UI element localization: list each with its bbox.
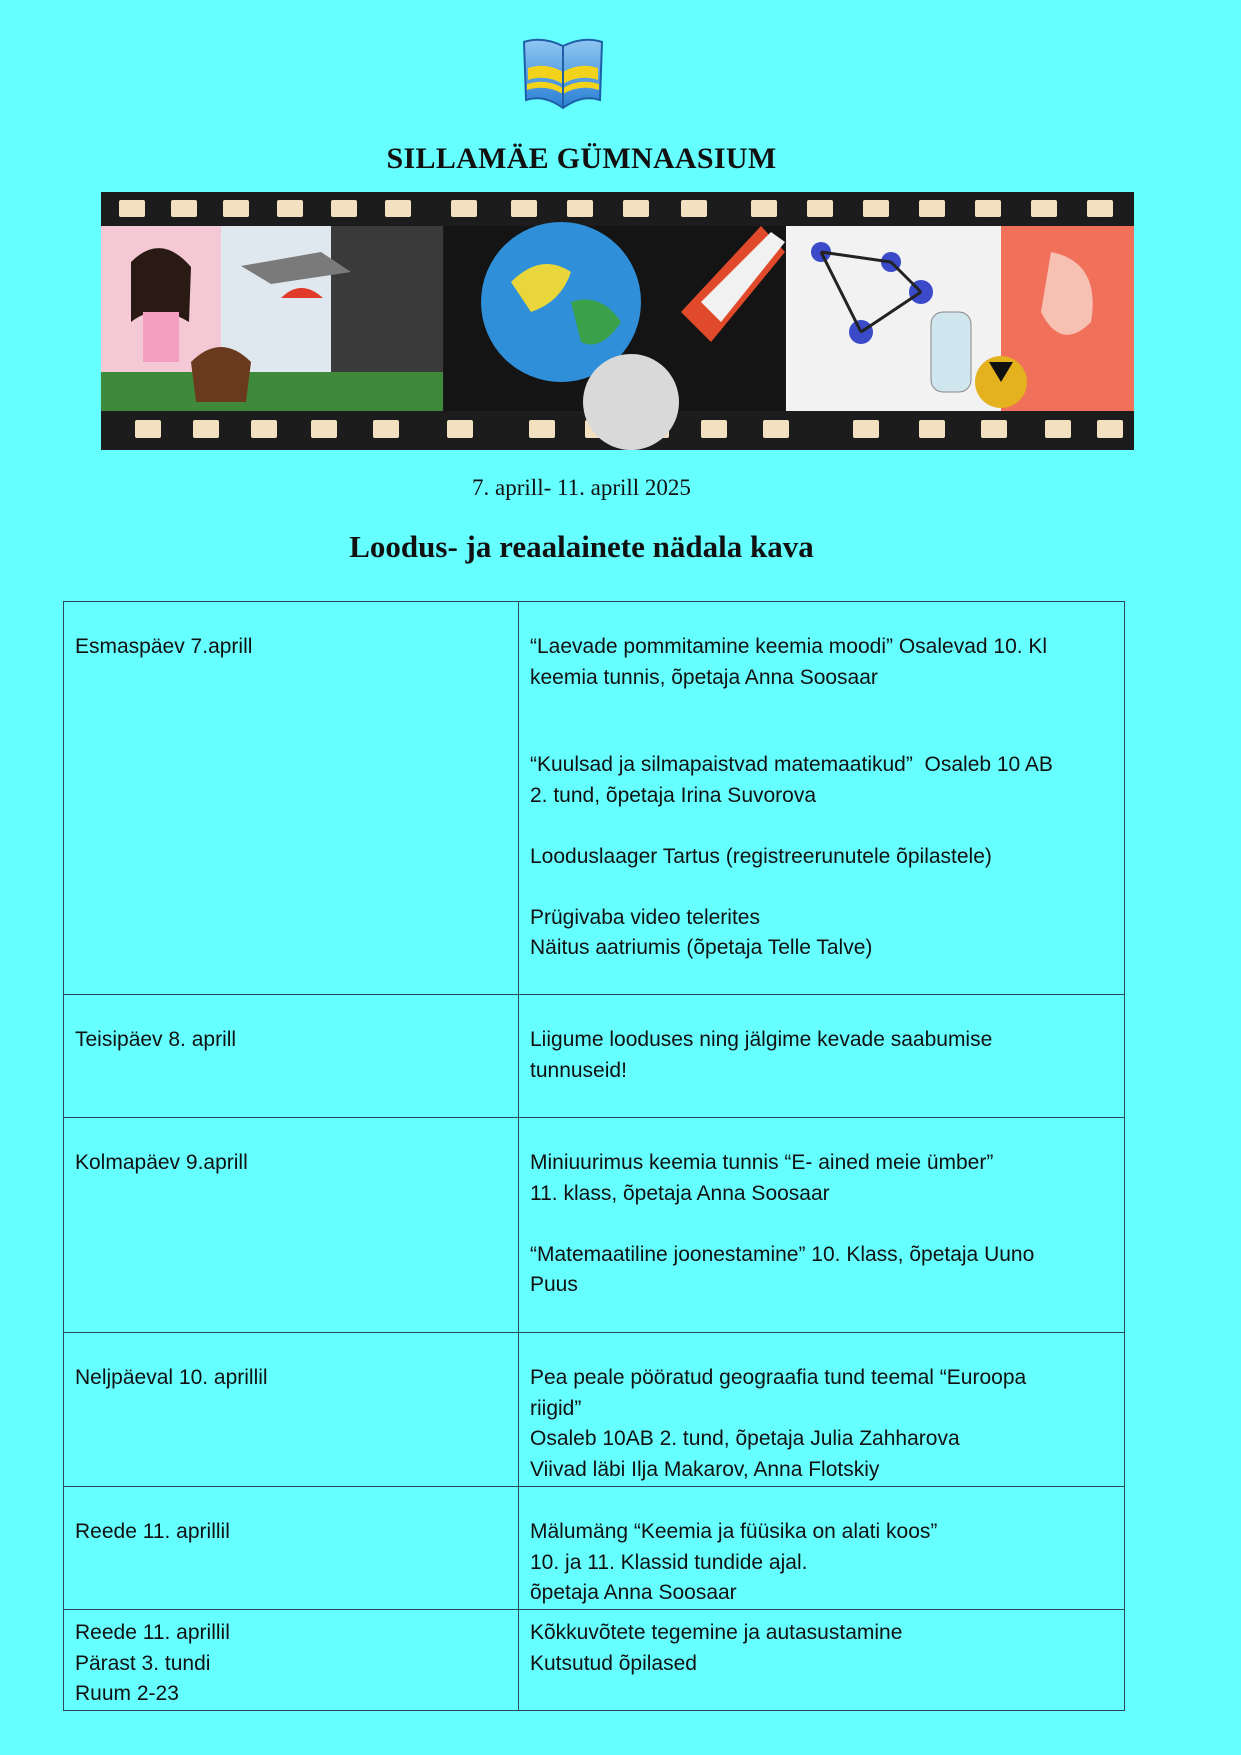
events-cell [519,602,1125,995]
event-line: “Laevade pommitamine keemia moodi” Osalevad 10. Kl [530,635,1048,658]
film-strip-illustration [101,192,1134,450]
day-label: Esmaspäev 7.aprill [75,635,253,658]
event-line: Osaleb 10AB 2. tund, õpetaja Julia Zahharova [530,1427,960,1450]
events-cell [519,995,1125,1118]
event-line: Pea peale pööratud geograafia tund teemal “Euroopa [530,1366,1027,1389]
date-range: 7. aprill- 11. aprill 2025 [472,475,691,500]
table-row [64,1487,1125,1610]
day-label: Teisipäev 8. aprill [75,1028,237,1051]
table-row [64,1118,1125,1333]
event-line: Viivad läbi Ilja Makarov, Anna Flotskiy [530,1457,880,1481]
event-line: “Matemaatiline joonestamine” 10. Klass, õpetaja Uuno [530,1242,1035,1266]
event-line: Puus [530,1273,578,1296]
event-line: keemia tunnis, õpetaja Anna Soosaar [530,665,878,689]
event-line: Miniuurimus keemia tunnis “E- ained meie ümber” [530,1151,994,1174]
day-cell [64,1610,519,1711]
event-line: Liigume looduses ning jälgime kevade saabumise [530,1028,993,1051]
event-line: õpetaja Anna Soosaar [530,1581,737,1604]
day-label: Ruum 2-23 [75,1682,179,1705]
table-row [64,1610,1125,1711]
event-line: riigid” [530,1396,582,1420]
page-title: Loodus- ja reaalainete nädala kava [349,529,814,564]
school-name: SILLAMÄE GÜMNAASIUM [386,142,777,175]
event-line: Mälumäng “Keemia ja füüsika on alati koos” [530,1520,938,1543]
event-line: Kutsutud õpilased [530,1651,697,1675]
events-cell [519,1333,1125,1487]
day-label: Reede 11. aprillil [75,1621,230,1644]
day-label: Pärast 3. tundi [75,1651,211,1675]
open-book-crest-icon [520,34,606,114]
event-line: 11. klass, õpetaja Anna Soosaar [530,1181,830,1205]
day-cell [64,995,519,1118]
event-line: Näitus aatriumis (õpetaja Telle Talve) [530,936,873,959]
day-cell [64,1118,519,1333]
event-line: tunnuseid! [530,1058,627,1082]
event-line: Kõkkuvõtete tegemine ja autasustamine [530,1621,903,1644]
events-cell [519,1118,1125,1333]
day-cell [64,1487,519,1610]
event-line: 2. tund, õpetaja Irina Suvorova [530,783,817,807]
day-cell [64,602,519,995]
day-label: Reede 11. aprillil [75,1520,230,1543]
schedule-table [63,601,1125,1711]
event-line: Looduslaager Tartus (registreerunutele õpilastele) [530,844,992,868]
event-line: “Kuulsad ja silmapaistvad matemaatikud” Osaleb 10 AB [530,753,1053,776]
table-row [64,995,1125,1118]
event-line: 10. ja 11. Klassid tundide ajal. [530,1550,808,1574]
day-label: Neljpäeval 10. aprillil [75,1366,268,1389]
event-line: Prügivaba video telerites [530,905,760,929]
events-cell [519,1487,1125,1610]
day-cell [64,1333,519,1487]
table-row [64,602,1125,995]
table-row [64,1333,1125,1487]
events-cell [519,1610,1125,1711]
day-label: Kolmapäev 9.aprill [75,1151,248,1174]
